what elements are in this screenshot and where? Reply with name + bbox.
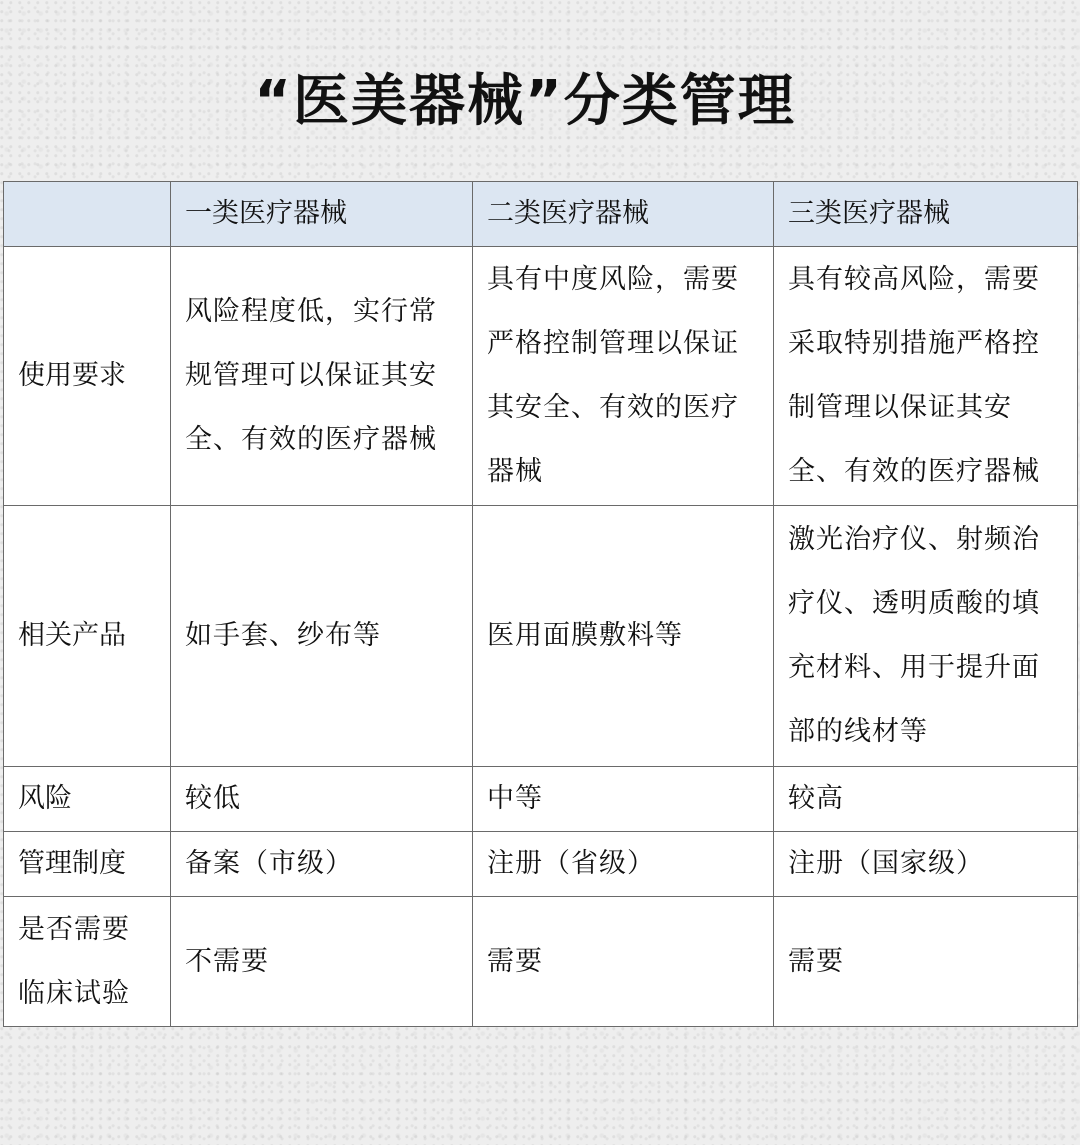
cell-text: 具有中度风险，需要严格控制管理以保证其安全、有效的医疗器械	[487, 264, 739, 487]
row-label-management-system: 管理制度	[4, 832, 171, 897]
cell-text: 中等	[487, 783, 543, 814]
header-corner-cell	[4, 182, 171, 247]
row-label-risk: 风险	[4, 767, 171, 832]
cell-text: 是否需要临床试验	[18, 913, 130, 1009]
row-label-related-products: 相关产品	[4, 506, 171, 767]
cell-text: 需要	[788, 945, 844, 977]
cell-text: 风险程度低，实行常规管理可以保证其安全、有效的医疗器械	[185, 296, 437, 455]
table-row-related-products	[4, 506, 1078, 767]
cell-text: 不需要	[185, 945, 269, 977]
table-row-management-system	[4, 832, 1078, 897]
header-class-1: 一类医疗器械	[171, 182, 473, 247]
table-cell	[171, 506, 473, 767]
table-cell	[774, 767, 1078, 832]
cell-text: 医用面膜敷料等	[487, 620, 683, 651]
header-class-3: 三类医疗器械	[774, 182, 1078, 247]
table-cell	[171, 897, 473, 1027]
table-row-usage-requirement	[4, 247, 1078, 506]
cell-text: 较低	[185, 783, 241, 814]
table-cell	[473, 832, 774, 897]
table-cell	[171, 832, 473, 897]
cell-text: 较高	[788, 783, 844, 814]
cell-text: 如手套、纱布等	[185, 620, 381, 651]
row-label-usage-requirement: 使用要求	[4, 247, 171, 506]
cell-text: 需要	[487, 945, 543, 977]
table-row-risk	[4, 767, 1078, 832]
table-cell	[171, 247, 473, 506]
table-cell	[774, 506, 1078, 767]
table-cell	[774, 832, 1078, 897]
page-title: “医美器械”分类管理	[254, 69, 796, 134]
cell-text: 具有较高风险，需要采取特别措施严格控制管理以保证其安全、有效的医疗器械	[788, 264, 1040, 487]
row-label-clinical-trial	[4, 897, 171, 1027]
table-cell	[473, 247, 774, 506]
table-cell	[473, 506, 774, 767]
cell-text: 激光治疗仪、射频治疗仪、透明质酸的填充材料、用于提升面部的线材等	[788, 524, 1040, 747]
table-row-clinical-trial	[4, 897, 1078, 1027]
table-cell	[774, 897, 1078, 1027]
cell-text: 备案（市级）	[185, 848, 353, 879]
classification-table	[3, 181, 1078, 1027]
table-cell	[473, 897, 774, 1027]
cell-text: 注册（省级）	[487, 848, 655, 879]
header-class-2: 二类医疗器械	[473, 182, 774, 247]
table-cell	[171, 767, 473, 832]
table-header-row	[4, 182, 1078, 247]
table-cell	[473, 767, 774, 832]
cell-text: 注册（国家级）	[788, 848, 984, 879]
table-cell	[774, 247, 1078, 506]
